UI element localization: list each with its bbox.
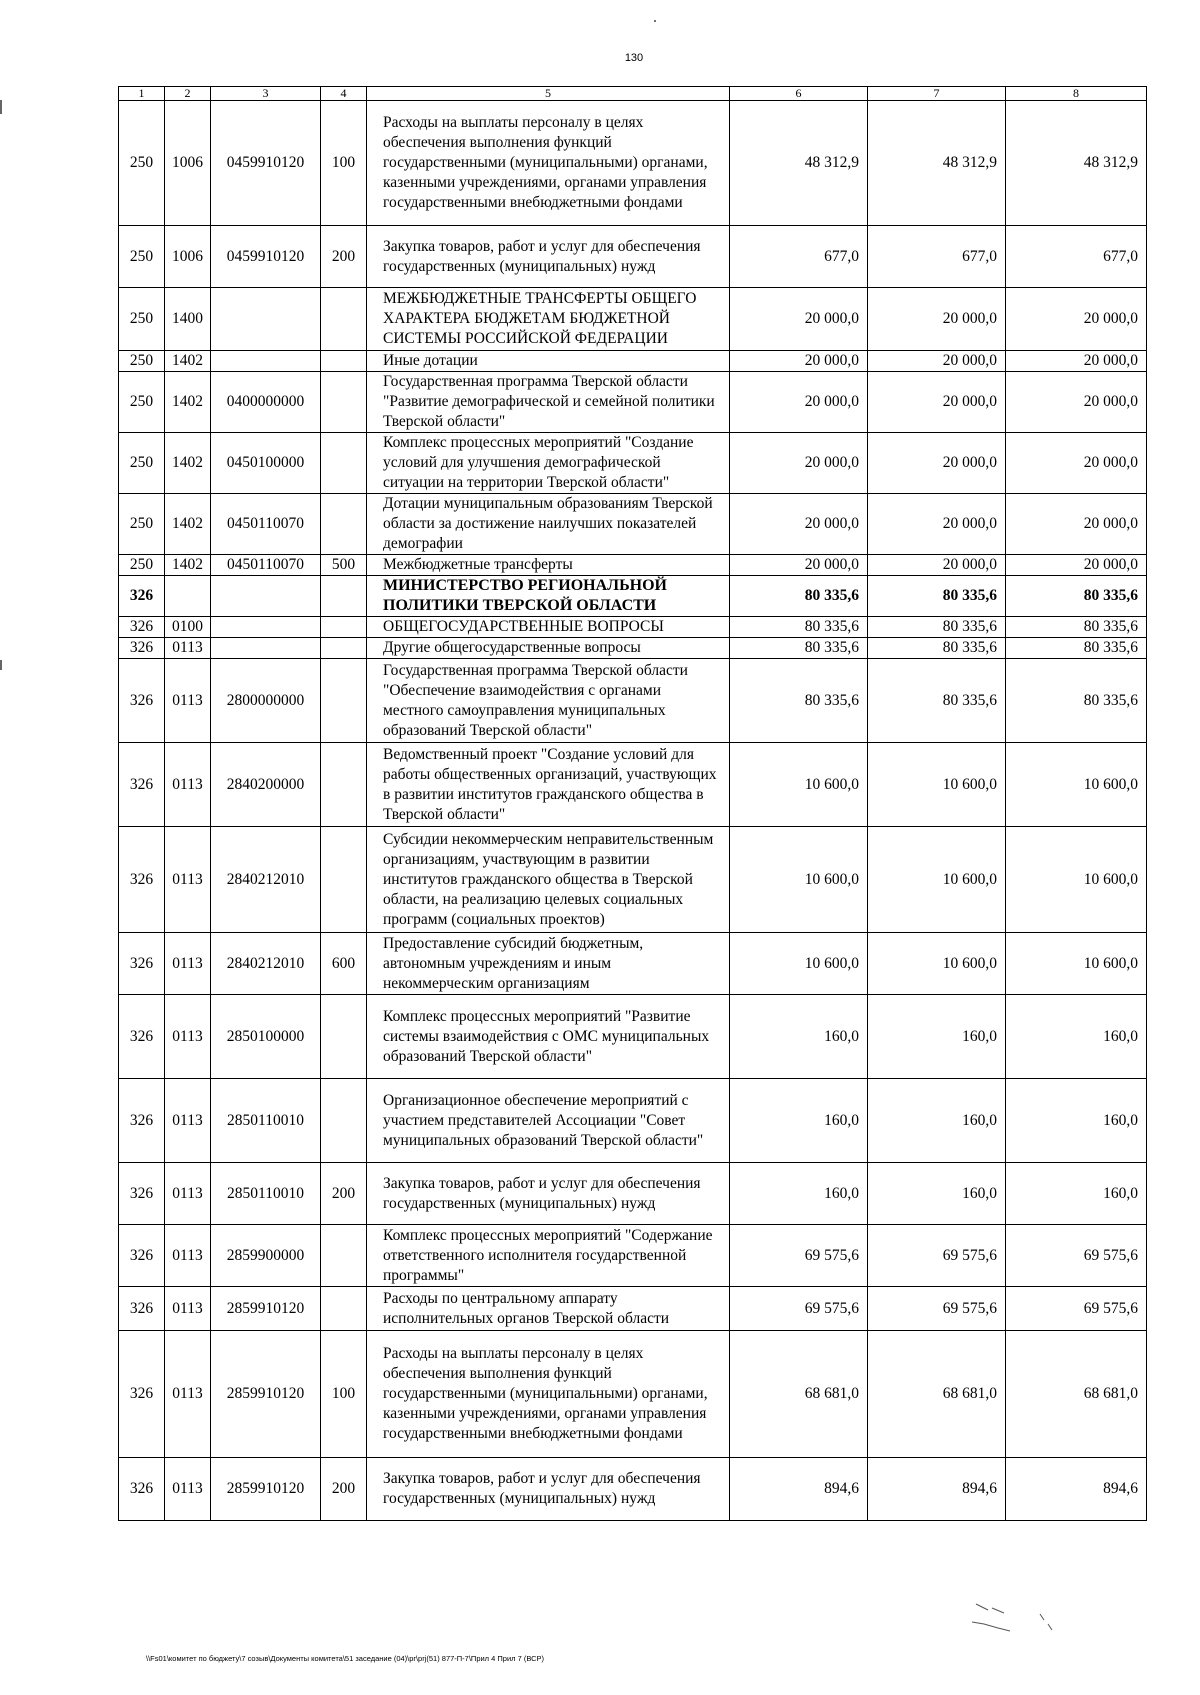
scan-dot (654, 20, 656, 22)
scan-edge-mark (0, 660, 2, 670)
cell-c1: 326 (119, 933, 165, 995)
header-col-2: 2 (165, 87, 211, 101)
cell-c4 (321, 743, 367, 827)
cell-c5: Дотации муниципальным образованиям Тверской области за достижение наилучших показателей демографии (367, 494, 730, 555)
cell-c4: 600 (321, 933, 367, 995)
cell-c2: 1006 (165, 101, 211, 226)
cell-c3 (211, 351, 321, 372)
table-row (119, 1331, 1147, 1458)
cell-c7: 20 000,0 (868, 351, 1006, 372)
cell-c8: 80 335,6 (1006, 638, 1147, 659)
cell-c6: 48 312,9 (730, 101, 868, 226)
cell-c1: 326 (119, 1458, 165, 1521)
cell-c5: МИНИСТЕРСТВО РЕГИОНАЛЬНОЙ ПОЛИТИКИ ТВЕРСКОЙ ОБЛАСТИ (367, 576, 730, 617)
cell-c3: 2840212010 (211, 827, 321, 933)
cell-c5: Комплекс процессных мероприятий "Содержание ответственного исполнителя государственной программы" (367, 1225, 730, 1287)
cell-c6: 69 575,6 (730, 1287, 868, 1331)
cell-c2: 0113 (165, 1079, 211, 1163)
cell-c6: 20 000,0 (730, 555, 868, 576)
cell-c8: 80 335,6 (1006, 659, 1147, 743)
header-col-6: 6 (730, 87, 868, 101)
cell-c5: Другие общегосударственные вопросы (367, 638, 730, 659)
cell-c2: 0113 (165, 1287, 211, 1331)
table-row (119, 494, 1147, 555)
cell-c6: 894,6 (730, 1458, 868, 1521)
cell-c6: 160,0 (730, 1079, 868, 1163)
cell-c3 (211, 638, 321, 659)
cell-c5: Иные дотации (367, 351, 730, 372)
table-row (119, 351, 1147, 372)
cell-c8: 160,0 (1006, 995, 1147, 1079)
cell-c3 (211, 617, 321, 638)
cell-c1: 326 (119, 1287, 165, 1331)
header-col-4: 4 (321, 87, 367, 101)
table-row (119, 555, 1147, 576)
cell-c4 (321, 351, 367, 372)
cell-c3: 2840212010 (211, 933, 321, 995)
cell-c8: 69 575,6 (1006, 1225, 1147, 1287)
cell-c5: Государственная программа Тверской области "Развитие демографической и семейной политики Тверской области" (367, 372, 730, 433)
cell-c4: 200 (321, 1458, 367, 1521)
cell-c3: 0450110070 (211, 494, 321, 555)
cell-c2: 0113 (165, 743, 211, 827)
cell-c5: Предоставление субсидий бюджетным, автономным учреждениям и иным некоммерческим организациям (367, 933, 730, 995)
cell-c4 (321, 617, 367, 638)
cell-c1: 250 (119, 433, 165, 494)
cell-c4 (321, 1079, 367, 1163)
cell-c7: 160,0 (868, 995, 1006, 1079)
cell-c3: 2800000000 (211, 659, 321, 743)
cell-c1: 326 (119, 743, 165, 827)
header-col-1: 1 (119, 87, 165, 101)
cell-c8: 20 000,0 (1006, 494, 1147, 555)
cell-c3: 2850110010 (211, 1079, 321, 1163)
cell-c6: 10 600,0 (730, 933, 868, 995)
cell-c6: 10 600,0 (730, 743, 868, 827)
cell-c1: 326 (119, 1079, 165, 1163)
cell-c4: 100 (321, 101, 367, 226)
cell-c8: 894,6 (1006, 1458, 1147, 1521)
cell-c3: 0459910120 (211, 101, 321, 226)
cell-c2: 1402 (165, 372, 211, 433)
cell-c6: 68 681,0 (730, 1331, 868, 1458)
table-row (119, 1287, 1147, 1331)
cell-c2: 1402 (165, 494, 211, 555)
cell-c4 (321, 1225, 367, 1287)
cell-c4 (321, 288, 367, 351)
cell-c6: 80 335,6 (730, 617, 868, 638)
cell-c2: 0113 (165, 1458, 211, 1521)
cell-c8: 20 000,0 (1006, 351, 1147, 372)
cell-c7: 10 600,0 (868, 743, 1006, 827)
cell-c3: 0400000000 (211, 372, 321, 433)
cell-c7: 69 575,6 (868, 1287, 1006, 1331)
cell-c5: Закупка товаров, работ и услуг для обеспечения государственных (муниципальных) нужд (367, 1458, 730, 1521)
cell-c5: Государственная программа Тверской области "Обеспечение взаимодействия с органами местного самоуправления муниципальных образований Тверской области" (367, 659, 730, 743)
table-body (119, 101, 1147, 1521)
cell-c7: 160,0 (868, 1163, 1006, 1225)
cell-c1: 326 (119, 1163, 165, 1225)
cell-c2 (165, 576, 211, 617)
scan-edge-mark (0, 100, 2, 114)
cell-c1: 326 (119, 1225, 165, 1287)
cell-c6: 80 335,6 (730, 576, 868, 617)
budget-table (118, 86, 1147, 1521)
cell-c1: 250 (119, 351, 165, 372)
signature-scribble (970, 1600, 1100, 1640)
cell-c2: 0113 (165, 827, 211, 933)
table-row (119, 617, 1147, 638)
header-col-5: 5 (367, 87, 730, 101)
cell-c3: 2850110010 (211, 1163, 321, 1225)
table-row (119, 226, 1147, 288)
cell-c1: 326 (119, 827, 165, 933)
cell-c7: 10 600,0 (868, 933, 1006, 995)
cell-c4 (321, 659, 367, 743)
table-row (119, 995, 1147, 1079)
cell-c5: Ведомственный проект "Создание условий для работы общественных организаций, участвующих в развитии институтов гражданского общества в Тверской области" (367, 743, 730, 827)
cell-c2: 0113 (165, 933, 211, 995)
cell-c7: 20 000,0 (868, 555, 1006, 576)
cell-c6: 20 000,0 (730, 288, 868, 351)
cell-c6: 20 000,0 (730, 372, 868, 433)
cell-c1: 326 (119, 1331, 165, 1458)
cell-c3: 2859900000 (211, 1225, 321, 1287)
cell-c8: 80 335,6 (1006, 617, 1147, 638)
cell-c3: 2850100000 (211, 995, 321, 1079)
cell-c2: 0113 (165, 1225, 211, 1287)
cell-c8: 20 000,0 (1006, 555, 1147, 576)
cell-c5: Расходы по центральному аппарату исполнительных органов Тверской области (367, 1287, 730, 1331)
cell-c7: 894,6 (868, 1458, 1006, 1521)
header-col-8: 8 (1006, 87, 1147, 101)
cell-c8: 160,0 (1006, 1079, 1147, 1163)
cell-c1: 326 (119, 659, 165, 743)
cell-c4: 500 (321, 555, 367, 576)
cell-c2: 0113 (165, 1331, 211, 1458)
table-row (119, 933, 1147, 995)
cell-c5: ОБЩЕГОСУДАРСТВЕННЫЕ ВОПРОСЫ (367, 617, 730, 638)
cell-c7: 80 335,6 (868, 638, 1006, 659)
cell-c1: 250 (119, 372, 165, 433)
cell-c8: 20 000,0 (1006, 433, 1147, 494)
cell-c4 (321, 827, 367, 933)
cell-c7: 80 335,6 (868, 576, 1006, 617)
cell-c5: Расходы на выплаты персоналу в целях обеспечения выполнения функций государственными (муниципальными) органами, казенными учреждениями, органами управления государственными внебюджетными фондами (367, 101, 730, 226)
cell-c3 (211, 288, 321, 351)
cell-c3: 2859910120 (211, 1331, 321, 1458)
cell-c8: 20 000,0 (1006, 288, 1147, 351)
cell-c3: 2859910120 (211, 1458, 321, 1521)
cell-c2: 1006 (165, 226, 211, 288)
cell-c3 (211, 576, 321, 617)
cell-c8: 80 335,6 (1006, 576, 1147, 617)
cell-c4 (321, 1287, 367, 1331)
cell-c5: Закупка товаров, работ и услуг для обеспечения государственных (муниципальных) нужд (367, 1163, 730, 1225)
header-col-7: 7 (868, 87, 1006, 101)
cell-c1: 250 (119, 288, 165, 351)
cell-c4: 100 (321, 1331, 367, 1458)
cell-c1: 250 (119, 226, 165, 288)
table-row (119, 288, 1147, 351)
cell-c7: 160,0 (868, 1079, 1006, 1163)
cell-c4 (321, 995, 367, 1079)
cell-c8: 68 681,0 (1006, 1331, 1147, 1458)
cell-c7: 20 000,0 (868, 494, 1006, 555)
cell-c3: 0450110070 (211, 555, 321, 576)
cell-c7: 10 600,0 (868, 827, 1006, 933)
cell-c4 (321, 494, 367, 555)
cell-c4 (321, 638, 367, 659)
cell-c3: 2859910120 (211, 1287, 321, 1331)
cell-c7: 20 000,0 (868, 372, 1006, 433)
cell-c5: Комплекс процессных мероприятий "Развитие системы взаимодействия с ОМС муниципальных образований Тверской области" (367, 995, 730, 1079)
table-row (119, 372, 1147, 433)
cell-c1: 250 (119, 555, 165, 576)
cell-c8: 160,0 (1006, 1163, 1147, 1225)
header-row (119, 87, 1147, 101)
cell-c5: Субсидии некоммерческим неправительственным организациям, участвующим в развитии институтов гражданского общества в Тверской области, на реализацию целевых социальных программ (социальных проектов) (367, 827, 730, 933)
cell-c5: Межбюджетные трансферты (367, 555, 730, 576)
cell-c2: 0113 (165, 1163, 211, 1225)
cell-c6: 80 335,6 (730, 659, 868, 743)
cell-c1: 250 (119, 494, 165, 555)
cell-c2: 1402 (165, 433, 211, 494)
cell-c6: 20 000,0 (730, 494, 868, 555)
cell-c1: 326 (119, 576, 165, 617)
cell-c7: 677,0 (868, 226, 1006, 288)
table-row (119, 433, 1147, 494)
cell-c2: 0113 (165, 995, 211, 1079)
cell-c7: 80 335,6 (868, 659, 1006, 743)
cell-c2: 1402 (165, 555, 211, 576)
cell-c2: 1400 (165, 288, 211, 351)
cell-c6: 69 575,6 (730, 1225, 868, 1287)
cell-c8: 677,0 (1006, 226, 1147, 288)
cell-c4: 200 (321, 226, 367, 288)
cell-c8: 20 000,0 (1006, 372, 1147, 433)
cell-c7: 69 575,6 (868, 1225, 1006, 1287)
cell-c2: 0100 (165, 617, 211, 638)
cell-c6: 80 335,6 (730, 638, 868, 659)
cell-c6: 20 000,0 (730, 433, 868, 494)
cell-c6: 10 600,0 (730, 827, 868, 933)
table-row (119, 659, 1147, 743)
table-row (119, 576, 1147, 617)
cell-c8: 69 575,6 (1006, 1287, 1147, 1331)
cell-c4: 200 (321, 1163, 367, 1225)
cell-c3: 0450100000 (211, 433, 321, 494)
cell-c8: 10 600,0 (1006, 827, 1147, 933)
cell-c1: 326 (119, 638, 165, 659)
table-row (119, 101, 1147, 226)
footer-file-path: \\Fs01\комитет по бюджету\7 созыв\Документы комитета\51 заседание (04)\pr\prj(51) 877-П-7\Прил 4 Прил 7 (ВСР) (146, 1654, 545, 1663)
table-row (119, 1079, 1147, 1163)
cell-c1: 250 (119, 101, 165, 226)
cell-c7: 20 000,0 (868, 433, 1006, 494)
cell-c2: 1402 (165, 351, 211, 372)
cell-c6: 677,0 (730, 226, 868, 288)
cell-c5: Комплекс процессных мероприятий "Создание условий для улучшения демографической ситуации на территории Тверской области" (367, 433, 730, 494)
cell-c5: Закупка товаров, работ и услуг для обеспечения государственных (муниципальных) нужд (367, 226, 730, 288)
table-row (119, 1458, 1147, 1521)
cell-c1: 326 (119, 617, 165, 638)
cell-c4 (321, 576, 367, 617)
table-row (119, 1225, 1147, 1287)
cell-c7: 80 335,6 (868, 617, 1006, 638)
table-row (119, 638, 1147, 659)
table-row (119, 1163, 1147, 1225)
cell-c5: МЕЖБЮДЖЕТНЫЕ ТРАНСФЕРТЫ ОБЩЕГО ХАРАКТЕРА БЮДЖЕТАМ БЮДЖЕТНОЙ СИСТЕМЫ РОССИЙСКОЙ ФЕДЕРАЦИИ (367, 288, 730, 351)
header-col-3: 3 (211, 87, 321, 101)
cell-c8: 48 312,9 (1006, 101, 1147, 226)
cell-c4 (321, 372, 367, 433)
cell-c5: Организационное обеспечение мероприятий с участием представителей Ассоциации "Совет муниципальных образований Тверской области" (367, 1079, 730, 1163)
cell-c2: 0113 (165, 638, 211, 659)
cell-c6: 160,0 (730, 995, 868, 1079)
cell-c5: Расходы на выплаты персоналу в целях обеспечения выполнения функций государственными (муниципальными) органами, казенными учреждениями, органами управления государственными внебюджетными фондами (367, 1331, 730, 1458)
cell-c2: 0113 (165, 659, 211, 743)
cell-c8: 10 600,0 (1006, 933, 1147, 995)
cell-c3: 0459910120 (211, 226, 321, 288)
cell-c6: 160,0 (730, 1163, 868, 1225)
cell-c4 (321, 433, 367, 494)
cell-c7: 20 000,0 (868, 288, 1006, 351)
table-row (119, 827, 1147, 933)
table-row (119, 743, 1147, 827)
cell-c6: 20 000,0 (730, 351, 868, 372)
cell-c8: 10 600,0 (1006, 743, 1147, 827)
cell-c7: 68 681,0 (868, 1331, 1006, 1458)
cell-c3: 2840200000 (211, 743, 321, 827)
page-number: 130 (624, 52, 644, 64)
cell-c7: 48 312,9 (868, 101, 1006, 226)
cell-c1: 326 (119, 995, 165, 1079)
